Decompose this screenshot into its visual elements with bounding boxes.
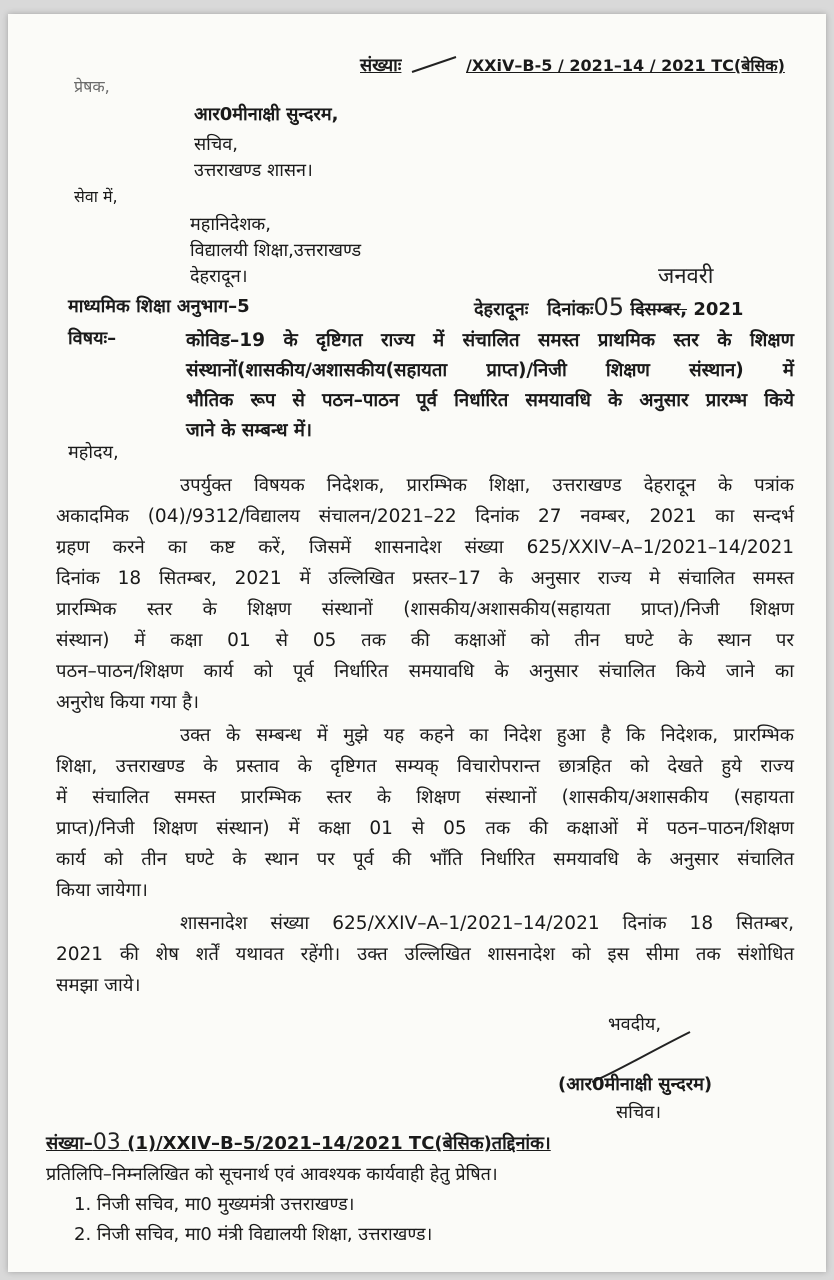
subject-line: संस्थानों(शासकीय/अशासकीय(सहायता प्राप्त)/निजी शिक्षण संस्थान) में [186, 360, 794, 381]
sign-off: भवदीय, [608, 1014, 662, 1035]
subject-line: जाने के सम्बन्ध में। [186, 420, 312, 441]
paragraph-3 [56, 908, 794, 1001]
copy-recipient: 2. निजी सचिव, मा0 मंत्री विद्यालयी शिक्षा, उत्तराखण्ड। [74, 1224, 433, 1245]
signatory-name: (आर0मीनाक्षी सुन्दरम) [558, 1074, 713, 1095]
signatory-designation: सचिव। [616, 1102, 662, 1123]
copy-intro: प्रतिलिपि–निम्नलिखित को सूचनार्थ एवं आवश्यक कार्यवाही हेतु प्रेषित। [46, 1164, 498, 1185]
paragraph-line: में संचालित समस्त प्रारम्भिक स्तर के शिक्षण संस्थानों (शासकीय/अशासकीय (सहायता [56, 787, 794, 808]
paragraph-line: शिक्षा, उत्तराखण्ड के प्रस्ताव के दृष्टिगत सम्यक् विचारोपरान्त छात्रहित को देखते हुये राज्य [56, 756, 794, 777]
copy-number [46, 1132, 551, 1155]
paragraph-line: उपर्युक्त विषयक निदेशक, प्रारम्भिक शिक्षा, उत्तराखण्ड देहरादून के पत्रांक [180, 475, 794, 496]
date-month-handwritten: जनवरी [658, 264, 714, 289]
paragraph-line: शासनादेश संख्या 625/XXIV–A–1/2021–14/2021 दिनांक 18 सितम्बर, [180, 913, 794, 934]
date-label: दिनांकः [547, 299, 594, 320]
paragraph-line: संस्थान) में कक्षा 01 से 05 तक की कक्षाओं को तीन घण्टे के स्थान पर [56, 630, 794, 651]
recipient-city: देहरादून। [190, 266, 248, 287]
subject-label: विषयः– [68, 328, 117, 349]
copy-number-handwritten: 03 [92, 1130, 121, 1155]
paragraph-line: प्रारम्भिक स्तर के शिक्षण संस्थानों (शासकीय/अशासकीय(सहायता प्राप्त)/निजी शिक्षण [56, 599, 794, 620]
recipient-label: सेवा में, [74, 187, 118, 206]
recipient-designation: महानिदेशक, [190, 214, 271, 235]
copy-number-rest: (1)/XXIV–B–5/2021–14/2021 TC(बेसिक)तद्दिनांक। [127, 1133, 551, 1154]
sender-name: आर0मीनाक्षी सुन्दरम, [194, 104, 339, 125]
paragraph-line: उक्त के सम्बन्ध में मुझे यह कहने का निदेश हुआ है कि निदेशक, प्रारम्भिक [180, 725, 794, 746]
sender-office: उत्तराखण्ड शासन। [194, 160, 313, 181]
letter-page [8, 14, 826, 1272]
paragraph-1 [56, 470, 794, 718]
paragraph-line: दिनांक 18 सितम्बर, 2021 में उल्लिखित प्रस्तर–17 के अनुसार राज्य मे संचालित समस्त [56, 568, 794, 589]
paragraph-line: 2021 की शेष शर्तें यथावत रहेंगी। उक्त उल्लिखित शासनादेश को इस सीमा तक संशोधित [56, 944, 794, 965]
paragraph-2 [56, 720, 794, 906]
subject-line: भौतिक रूप से पठन–पाठन पूर्व निर्धारित समयावधि के अनुसार प्रारम्भ किये [186, 390, 794, 411]
date-year: 2021 [693, 299, 744, 320]
paragraph-line: पठन–पाठन/शिक्षण कार्य को पूर्व निर्धारित समयावधि के अनुसार संचालित किये जाने का [56, 661, 794, 682]
paragraph-line: ग्रहण करने का कष्ट करें, जिसमें शासनादेश संख्या 625/XXIV–A–1/2021–14/2021 [56, 537, 794, 558]
paragraph-line: प्राप्त)/निजी शिक्षण संस्थान) में कक्षा 01 से 05 तक की कक्षाओं में पठन–पाठन/शिक्षण [56, 818, 794, 839]
sender-designation: सचिव, [194, 134, 238, 155]
recipient-office: विद्यालयी शिक्षा,उत्तराखण्ड [190, 240, 362, 261]
ref-number-value: /XXiV–B-5 / 2021–14 / 2021 TC(बेसिक) [466, 56, 785, 75]
handwritten-slash [408, 54, 460, 74]
section-name: माध्यमिक शिक्षा अनुभाग–5 [68, 296, 250, 317]
paragraph-line: अनुरोध किया गया है। [56, 692, 200, 713]
subject-line: कोविड–19 के दृष्टिगत राज्य में संचालित समस्त प्राथमिक स्तर के शिक्षण [186, 330, 794, 351]
place: देहरादूनः [474, 299, 529, 320]
ref-number-label: संख्याः [360, 55, 402, 76]
sender-label: प्रेषक, [74, 77, 110, 96]
paragraph-line: अकादमिक (04)/9312/विद्यालय संचालन/2021–22 दिनांक 27 नवम्बर, 2021 का सन्दर्भ [56, 506, 794, 527]
copy-recipient: 1. निजी सचिव, मा0 मुख्यमंत्री उत्तराखण्ड। [74, 1194, 355, 1215]
date-month-struck: दिसम्बर, [630, 299, 688, 320]
copy-number-label: संख्या– [46, 1133, 93, 1154]
paragraph-line: किया जायेगा। [56, 880, 148, 901]
salutation: महोदय, [68, 442, 119, 463]
paragraph-line: कार्य को तीन घण्टे के स्थान पर पूर्व की भाँति निर्धारित समयावधि के अनुसार संचालित [56, 849, 794, 870]
subject-text [186, 326, 794, 446]
paragraph-line: समझा जाये। [56, 975, 141, 996]
ref-number [360, 54, 785, 77]
date-day: 05 [593, 293, 625, 321]
dateline [474, 293, 744, 321]
